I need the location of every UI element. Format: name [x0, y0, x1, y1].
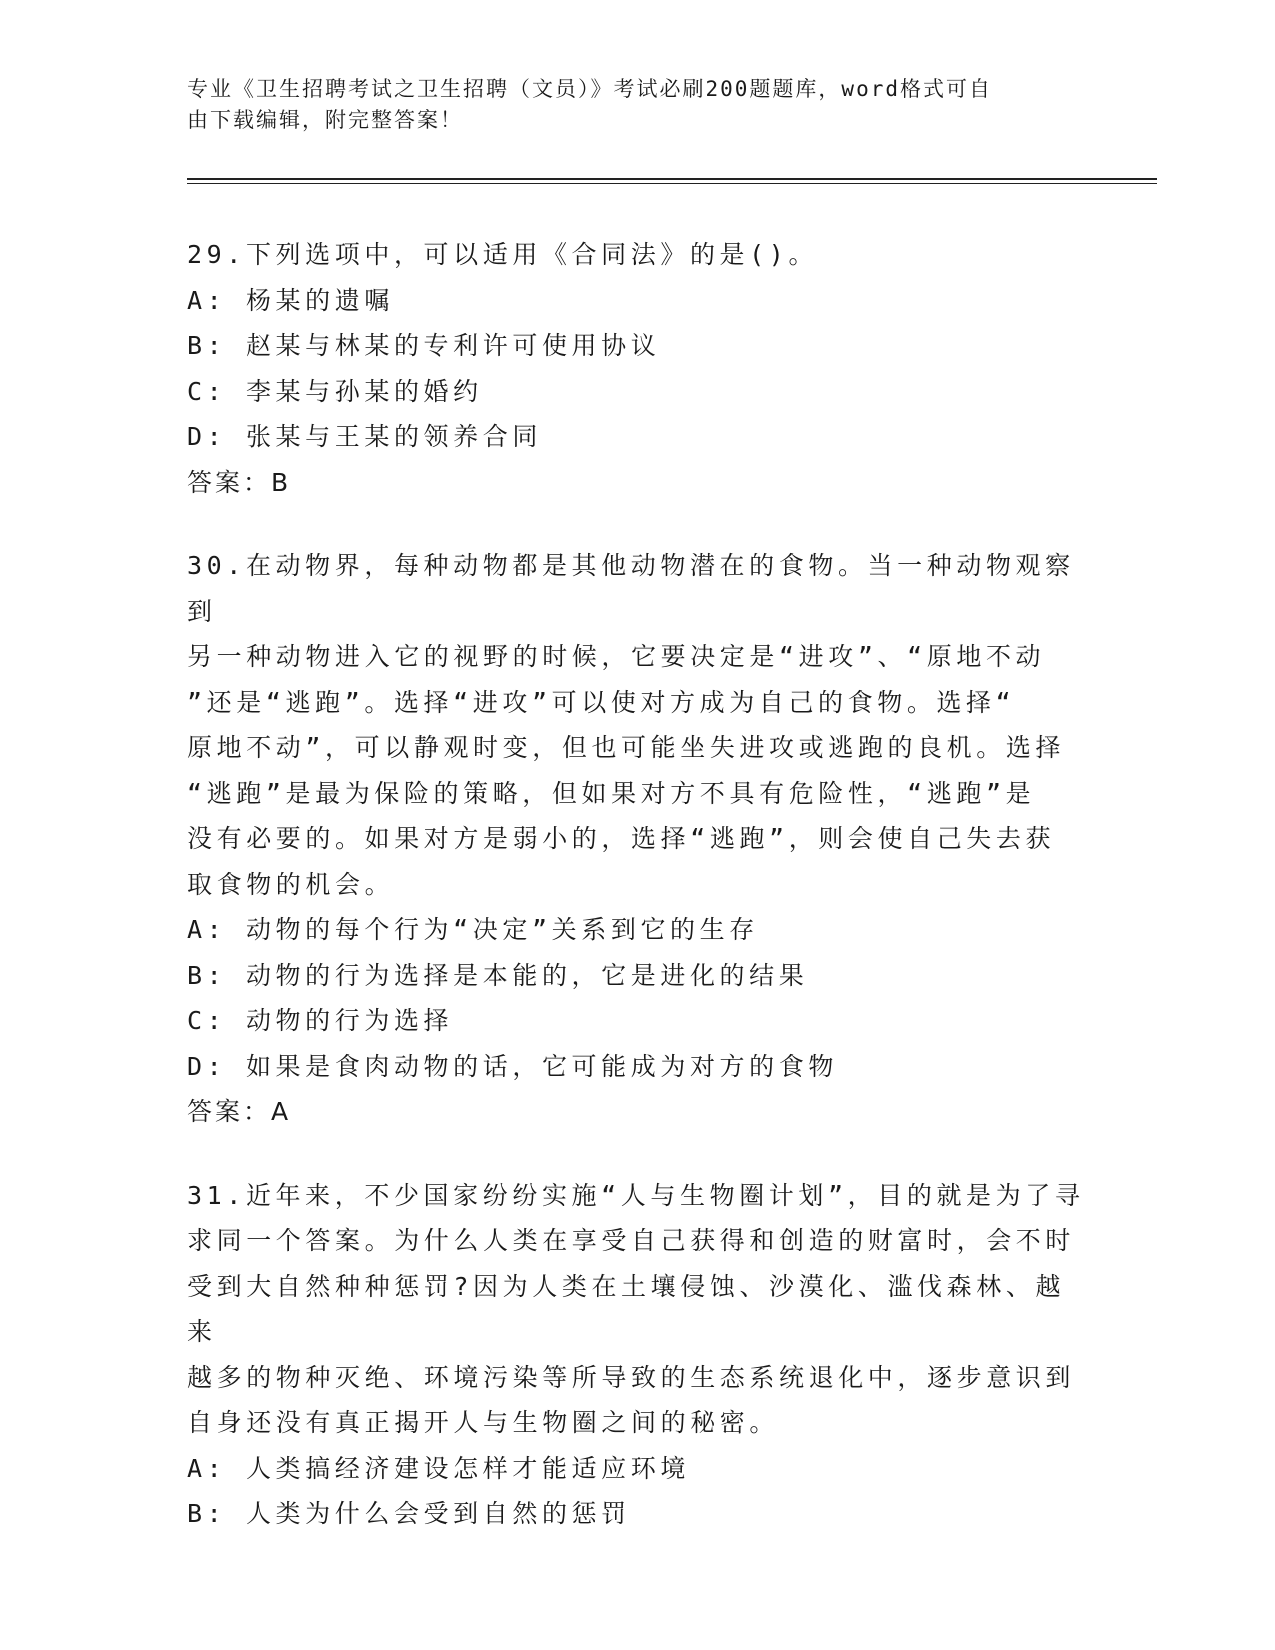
question-30	[187, 543, 1087, 1135]
stem-line: 没有必要的。如果对方是弱小的，选择“逃跑”，则会使自己失去获	[187, 824, 1056, 853]
option-b: B: 赵某与林某的专利许可使用协议	[187, 331, 661, 360]
question-stem	[187, 1173, 1087, 1446]
stem-line: 31.近年来，不少国家纷纷实施“人与生物圈计划”，目的就是为了寻	[187, 1180, 1085, 1210]
option-c: C: 李某与孙某的婚约	[187, 376, 483, 406]
stem-line: 原地不动”，可以静观时变，但也可能坐失进攻或逃跑的良机。选择	[187, 733, 1066, 762]
option-c: C: 动物的行为选择	[187, 1006, 454, 1035]
question-29	[187, 232, 1087, 505]
stem-line: 29.下列选项中，可以适用《合同法》的是()。	[187, 240, 819, 269]
question-stem	[187, 232, 1087, 278]
question-31	[187, 1173, 1087, 1537]
answer-label: 答案：A	[187, 1097, 292, 1126]
stem-line: 自身还没有真正揭开人与生物圈之间的秘密。	[187, 1408, 780, 1437]
header-line-2: 由下载编辑，附完整答案！	[187, 108, 463, 132]
stem-line: 越多的物种灭绝、环境污染等所导致的生态系统退化中，逐步意识到	[187, 1362, 1076, 1392]
stem-line: 求同一个答案。为什么人类在享受自己获得和创造的财富时，会不时	[187, 1226, 1076, 1255]
option-d: D: 如果是食肉动物的话，它可能成为对方的食物	[187, 1051, 838, 1081]
option-a: A: 杨某的遗嘱	[187, 285, 394, 315]
answer-label: 答案：B	[187, 467, 292, 497]
question-stem	[187, 543, 1087, 907]
stem-line: “逃跑”是最为保险的策略，但如果对方不具有危险性，“逃跑”是	[187, 778, 1036, 808]
stem-line: 30.在动物界，每种动物都是其他动物潜在的食物。当一种动物观察到	[187, 551, 1075, 626]
stem-line: 取食物的机会。	[187, 869, 395, 899]
stem-line: 另一种动物进入它的视野的时候，它要决定是“进攻”、“原地不动	[187, 642, 1046, 671]
option-a: A: 人类搞经济建设怎样才能适应环境	[187, 1453, 690, 1483]
header-divider	[187, 178, 1157, 184]
header-line-1: 专业《卫生招聘考试之卫生招聘（文员）》考试必刷200题题库，word格式可自	[187, 77, 992, 101]
stem-line: 受到大自然种种惩罚?因为人类在土壤侵蚀、沙漠化、滥伐森林、越来	[187, 1271, 1066, 1346]
stem-line: ”还是“逃跑”。选择“进攻”可以使对方成为自己的食物。选择“	[187, 687, 1016, 717]
option-b: B: 人类为什么会受到自然的惩罚	[187, 1499, 631, 1528]
option-b: B: 动物的行为选择是本能的，它是进化的结果	[187, 960, 809, 990]
option-d: D: 张某与王某的领养合同	[187, 422, 542, 451]
option-a: A: 动物的每个行为“决定”关系到它的生存	[187, 915, 759, 944]
document-header	[187, 74, 1067, 136]
question-list	[187, 232, 1087, 1575]
